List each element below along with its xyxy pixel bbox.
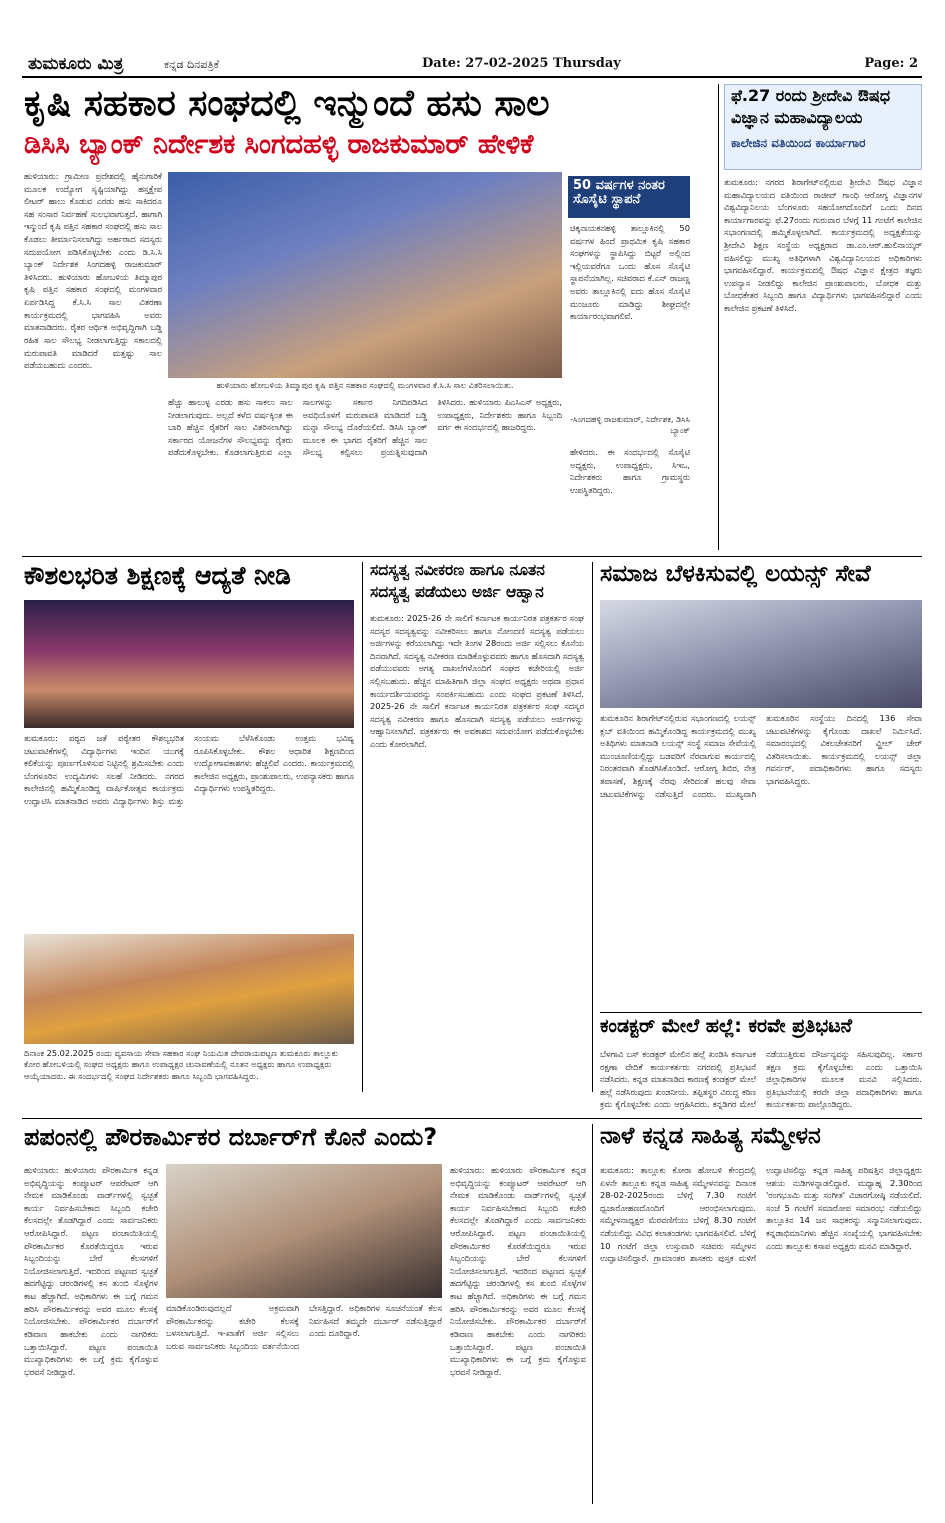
- column-divider-2: [362, 562, 363, 1092]
- cooperative-photo: [24, 934, 354, 1044]
- lions-divider: [600, 1012, 922, 1013]
- lead-left-column: ಹುಳಿಯಾರು: ಗ್ರಾಮೀಣ ಪ್ರದೇಶದಲ್ಲಿ ಹೈನುಗಾರಿಕೆ ಮೂಲಕ ಉದ್ಯೋಗ ಸೃಷ್ಟಿಯಾಗಿದ್ದು ಹಸ್ತಕ್ಷೇಪ ಲೀಟರ್ ಹಾಲು ಕೊಡುವ ಎರಡು ಹಸು ಸಾಕಿದರೂ ಸಹ ಸಂಸಾರ ನಿರ್ವಹಣೆ ಸುಲಭವಾಗುತ್ತದೆ. ಹಾಗಾಗಿ ಇನ್ಮುಂದೆ ಕೃಷಿ ಪತ್ತಿನ ಸಹಕಾರ ಸಂಘದಲ್ಲಿ ಹಸು ಸಾಲ ಕೊಡಲು ತೀರ್ಮಾನಿಸಲಾಗಿದ್ದು ಅರ್ಹರಾದ ಸದಸ್ಯರು ಸದುಪಯೋಗ ಪಡಿಸಿಕೊಳ್ಳಬೇಕು ಎಂದು ಡಿ.ಸಿ.ಸಿ ಬ್ಯಾಂಕ್ ನಿರ್ದೇಶಕ ಸಿಂಗದಹಳ್ಳಿ ರಾಜಕುಮಾರ್ ತಿಳಿಸಿದರು. ಹುಳಿಯಾರು ಹೋಬಳಿಯ ತಿಮ್ಮಾಪುರ ಕೃಷಿ ಪತ್ತಿನ ಸಹಕಾರ ಸಂಘದಲ್ಲಿ ಮಂಗಳವಾರ ಏರ್ಪಡಿಸಿದ್ದ ಕೆ.ಸಿ.ಸಿ ಸಾಲ ವಿತರಣಾ ಕಾರ್ಯಕ್ರಮದಲ್ಲಿ ಭಾಗವಹಿಸಿ ಅವರು ಮಾತನಾಡಿದರು. ರೈತರ ಆರ್ಥಿಕ ಅಭಿವೃದ್ಧಿಗಾಗಿ ಬಡ್ಡಿ ರಹಿತ ಸಾಲ ಸೌಲಭ್ಯ ನೀಡಲಾಗುತ್ತಿದ್ದು ಸಕಾಲದಲ್ಲಿ ಮರುಪಾವತಿ ಮಾಡಿದರೆ ಮತ್ತಷ್ಟು ಸಾಲ ಪಡೆಯಬಹುದು ಎಂದರು.: [24, 171, 162, 371]
- issue-date: Date: 27-02-2025 Thursday: [422, 56, 621, 71]
- sidebar-more: ಹೇಳಿದರು. ಈ ಸಂದರ್ಭದಲ್ಲಿ ಸೊಸೈಟಿ ಅಧ್ಯಕ್ಷರು, ಉಪಾಧ್ಯಕ್ಷರು, ಸಿಇಒ, ನಿರ್ದೇಶಕರು ಹಾಗೂ ಗ್ರಾಮಸ್ಥರು ಉಪಸ್ಥಿತರಿದ್ದರು.: [570, 447, 690, 495]
- column-divider: [718, 84, 719, 550]
- cooperative-photo-caption: ದಿನಾಂಕ 25.02.2025 ರಂದು ವ್ಯವಸಾಯ ಸೇವಾ ಸಹಕಾರ ಸಂಘ ನಿಯಮಿತ ದೇವರಾಯಪಟ್ಟಣ ತುಮಕೂರು ತಾಲ್ಲೂಕು ಕೋರ ಹೋಬಳಿಯಲ್ಲಿ ಸಂಘದ ಅಧ್ಯಕ್ಷರು ಹಾಗೂ ಉಪಾಧ್ಯಕ್ಷರ ಚುನಾವಣೆಯಲ್ಲಿ ನೂತನ ಅಧ್ಯಕ್ಷರು ಹಾಗೂ ಉಪಾಧ್ಯಕ್ಷರು ಆಯ್ಕೆಯಾದರು. ಈ ಸಂದರ್ಭದಲ್ಲಿ ಸಂಘದ ನಿರ್ದೇಶಕರು ಹಾಗೂ ಸಿಬ್ಬಂದಿ ಭಾಗವಹಿಸಿದ್ದರು.: [24, 1048, 338, 1081]
- row-divider-2: [22, 1118, 922, 1119]
- membership-headline-line2: ಸದಸ್ಯತ್ವ ಪಡೆಯಲು ಅರ್ಜಿ ಆಹ್ವಾನ: [370, 584, 544, 601]
- membership-body: ತುಮಕೂರು: 2025-26 ನೇ ಸಾಲಿಗೆ ಕರ್ನಾಟಕ ಕಾರ್ಯನಿರತ ಪತ್ರಕರ್ತರ ಸಂಘ ಸದಸ್ಯರ ಸದಸ್ಯತ್ವವನ್ನು ನವೀಕರಿಸಲು ಹಾಗೂ ನೋಂದಣಿ ಸದಸ್ಯತ್ವ ಪಡೆಯಲು ಅರ್ಜಿಗಳನ್ನು ಕರೆಯಲಾಗಿದ್ದು ಇದೇ ತಿಂಗಳ 28ರಂದು ಅರ್ಜಿ ಸಲ್ಲಿಸಲು ಕೊನೆಯ ದಿನವಾಗಿದೆ. ಸದಸ್ಯತ್ವ ನವೀಕರಣ ಮಾಡಿಕೊಳ್ಳುವವರು ಹಾಗೂ ಹೊಸದಾಗಿ ಸದಸ್ಯತ್ವ ಪಡೆಯುವವರು ಅಗತ್ಯ ದಾಖಲೆಗಳೊಂದಿಗೆ ಸಂಘದ ಕಚೇರಿಯಲ್ಲಿ ಅರ್ಜಿ ಸಲ್ಲಿಸಬಹುದು. ಹೆಚ್ಚಿನ ಮಾಹಿತಿಗಾಗಿ ಜಿಲ್ಲಾ ಸಂಘದ ಅಧ್ಯಕ್ಷರು ಅಥವಾ ಪ್ರಧಾನ ಕಾರ್ಯದರ್ಶಿಯವರನ್ನು ಸಂಪರ್ಕಿಸಬಹುದು ಎಂದು ಸಂಘದ ಪ್ರಕಟಣೆ ತಿಳಿಸಿದೆ. 2025-26 ನೇ ಸಾಲಿಗೆ ಕರ್ನಾಟಕ ಕಾರ್ಯನಿರತ ಪತ್ರಕರ್ತರ ಸಂಘ ಸದಸ್ಯರ ಸದಸ್ಯತ್ವ ನವೀಕರಣ ಹಾಗೂ ಹೊಸದಾಗಿ ಸದಸ್ಯತ್ವ ಪಡೆಯಲು ಅರ್ಜಿಗಳನ್ನು ಆಹ್ವಾನಿಸಲಾಗಿದೆ. ಪತ್ರಕರ್ತರು ಈ ಅವಕಾಶದ ಸದುಪಯೋಗ ಪಡೆದುಕೊಳ್ಳಬೇಕು ಎಂದು ಕೋರಲಾಗಿದೆ.: [370, 613, 584, 750]
- pourakarmika-photo: [166, 1164, 442, 1298]
- conductor-body: ಬೆಳಗಾವಿ ಬಸ್ ಕಂಡಕ್ಟರ್ ಮೇಲಿನ ಹಲ್ಲೆ ಖಂಡಿಸಿ ಕರ್ನಾಟಕ ರಕ್ಷಣಾ ವೇದಿಕೆ ಕಾರ್ಯಕರ್ತರು ನಗರದಲ್ಲಿ ಪ್ರತಿಭಟನೆ ನಡೆಸಿದರು. ಕನ್ನಡ ಮಾತನಾಡಿದ ಕಾರಣಕ್ಕೆ ಕಂಡಕ್ಟರ್ ಮೇಲೆ ಹಲ್ಲೆ ನಡೆಸಿರುವುದು ಖಂಡನೀಯ. ತಪ್ಪಿತಸ್ಥರ ವಿರುದ್ಧ ಕಠಿಣ ಕ್ರಮ ಕೈಗೊಳ್ಳಬೇಕು ಎಂದು ಆಗ್ರಹಿಸಿದರು. ಕನ್ನಡಿಗರ ಮೇಲೆ ನಡೆಯುತ್ತಿರುವ ದೌರ್ಜನ್ಯವನ್ನು ಸಹಿಸುವುದಿಲ್ಲ. ಸರ್ಕಾರ ತಕ್ಷಣ ಕ್ರಮ ಕೈಗೊಳ್ಳಬೇಕು ಎಂದು ಒತ್ತಾಯಿಸಿ ಜಿಲ್ಲಾಧಿಕಾರಿಗಳ ಮೂಲಕ ಮನವಿ ಸಲ್ಲಿಸಿದರು. ಪ್ರತಿಭಟನೆಯಲ್ಲಿ ಕರವೇ ಜಿಲ್ಲಾ ಪದಾಧಿಕಾರಿಗಳು ಹಾಗೂ ಕಾರ್ಯಕರ್ತರು ಪಾಲ್ಗೊಂಡಿದ್ದರು.: [600, 1049, 922, 1110]
- lions-body: ತುಮಕೂರಿನ ಶಿರಾಗೇಟ್‌ನಲ್ಲಿರುವ ಸಭಾಂಗಣದಲ್ಲಿ ಲಯನ್ಸ್ ಕ್ಲಬ್ ವತಿಯಿಂದ ಹಮ್ಮಿಕೊಂಡಿದ್ದ ಕಾರ್ಯಕ್ರಮದಲ್ಲಿ ಮುಖ್ಯ ಅತಿಥಿಗಳು ಮಾತನಾಡಿ ಲಯನ್ಸ್ ಸಂಸ್ಥೆ ಸಮಾಜ ಸೇವೆಯಲ್ಲಿ ಮುಂಚೂಣಿಯಲ್ಲಿದ್ದು ಬಡವರಿಗೆ ನೆರವಾಗುವ ಕಾರ್ಯದಲ್ಲಿ ನಿರಂತರವಾಗಿ ತೊಡಗಿಸಿಕೊಂಡಿದೆ. ಆರೋಗ್ಯ ಶಿಬಿರ, ನೇತ್ರ ತಪಾಸಣೆ, ಶಿಕ್ಷಣಕ್ಕೆ ನೆರವು ಸೇರಿದಂತೆ ಹಲವು ಸೇವಾ ಚಟುವಟಿಕೆಗಳನ್ನು ನಡೆಸುತ್ತಿದೆ ಎಂದರು. ಮುಖ್ಯವಾಗಿ ತುಮಕೂರಿನ ಸಂಸ್ಥೆಯು ದಿನದಲ್ಲಿ 136 ಸೇವಾ ಚಟುವಟಿಕೆಗಳನ್ನು ಕೈಗೊಂಡು ದಾಖಲೆ ನಿರ್ಮಿಸಿದೆ. ಸಮಾರಂಭದಲ್ಲಿ ವಿಕಲಚೇತನರಿಗೆ ವ್ಹೀಲ್ ಚೇರ್ ವಿತರಿಸಲಾಯಿತು. ಕಾರ್ಯಕ್ರಮದಲ್ಲಿ ಲಯನ್ಸ್ ಜಿಲ್ಲಾ ಗವರ್ನರ್, ಪದಾಧಿಕಾರಿಗಳು ಹಾಗೂ ಸದಸ್ಯರು ಭಾಗವಹಿಸಿದ್ದರು.: [600, 713, 922, 799]
- row-divider-1: [22, 556, 922, 557]
- membership-headline-line1: ಸದಸ್ಯತ್ವ ನವೀಕರಣ ಹಾಗೂ ನೂತನ: [370, 562, 545, 579]
- right-top-subheadline: ಕಾಲೇಜಿನ ವತಿಯಿಂದ ಕಾರ್ಯಾಗಾರ: [731, 136, 866, 150]
- sidebar-body: ಚಿಕ್ಕನಾಯಕನಹಳ್ಳಿ ತಾಲ್ಲೂಕಿನಲ್ಲಿ 50 ವರ್ಷಗಳ ಹಿಂದೆ ಪ್ರಾಥಮಿಕ ಕೃಷಿ ಸಹಕಾರ ಸಂಘಗಳನ್ನು ಸ್ಥಾಪಿಸಿದ್ದು ಬಿಟ್ಟರೆ ಅಲ್ಲಿಂದ ಇಲ್ಲಿಯವರೆಗೂ ಒಂದು ಹೊಸ ಸೊಸೈಟಿ ಸ್ಥಾಪನೆಯಾಗಿಲ್ಲ. ಸಚಿವರಾದ ಕೆ.ಎನ್ ರಾಜಣ್ಣ ಅವರು ತಾಲ್ಲೂಕಿನಲ್ಲಿ ಐದು ಹೊಸ ಸೊಸೈಟಿ ಮಂಜೂರು ಮಾಡಿದ್ದು ಶೀಘ್ರದಲ್ಲೇ ಕಾರ್ಯಾರಂಭವಾಗಲಿವೆ.: [570, 223, 690, 322]
- right-top-header-box: [724, 84, 922, 170]
- lions-headline: ಸಮಾಜ ಬೆಳಕಿಸುವಲ್ಲಿ ಲಯನ್ಸ್ ಸೇವೆ: [600, 562, 871, 587]
- pourakarmika-headline: ಪಪಂನಲ್ಲಿ ಪೌರಕಾರ್ಮಿಕರ ದರ್ಬಾರ್‌ಗೆ ಕೊನೆ ಎಂದು?: [24, 1124, 438, 1151]
- pourakarmika-photo-text: ಮಾಡಿಕೊಂಡಿರುವುದಲ್ಲದೆ ಅಕ್ರಮವಾಗಿ ಪೌರಕಾರ್ಮಿಕರನ್ನು ಕಚೇರಿ ಕೆಲಸಕ್ಕೆ ಬಳಸಲಾಗುತ್ತಿದೆ. ಇ-ಖಾತೆಗೆ ಅರ್ಜಿ ಸಲ್ಲಿಸಲು ಬರುವ ಸಾರ್ವಜನಿಕರು ಸಿಬ್ಬಂದಿಯ ವರ್ತನೆಯಿಂದ ಬೇಸತ್ತಿದ್ದಾರೆ. ಅಧಿಕಾರಿಗಳ ಸೂಚನೆಯಂತೆ ಕೆಲಸ ನಿರ್ವಹಿಸದೆ ತಮ್ಮದೇ ದರ್ಬಾರ್ ನಡೆಸುತ್ತಿದ್ದಾರೆ ಎಂದು ದೂರಿದ್ದಾರೆ.: [166, 1303, 442, 1351]
- right-top-headline-line2: ವಿಜ್ಞಾನ ಮಹಾವಿದ್ಯಾಲಯ: [731, 108, 863, 127]
- skill-body: ತುಮಕೂರು: ಪಠ್ಯದ ಜತೆ ಪಠ್ಯೇತರ ಕೌಶಲ್ಯಭರಿತ ಚಟುವಟಿಕೆಗಳಲ್ಲಿ ವಿದ್ಯಾರ್ಥಿಗಳು ಇಂದಿನ ಯುಗಕ್ಕೆ ಕಲಿಕೆಯನ್ನು ಪೂರ್ಣಗೊಳಿಸುವ ನಿಟ್ಟಿನಲ್ಲಿ ಶ್ರಮಿಸಬೇಕು ಎಂದು ಬೆಂಗಳೂರಿನ ಉದ್ಯಮಿಗಳು ಸಲಹೆ ನೀಡಿದರು. ನಗರದ ಕಾಲೇಜಿನಲ್ಲಿ ಹಮ್ಮಿಕೊಂಡಿದ್ದ ವಾರ್ಷಿಕೋತ್ಸವ ಕಾರ್ಯಕ್ರಮ ಉದ್ಘಾಟಿಸಿ ಮಾತನಾಡಿದ ಅವರು ವಿದ್ಯಾರ್ಥಿಗಳು ಶಿಸ್ತು ಮತ್ತು ಸಂಯಮ ಬೆಳೆಸಿಕೊಂಡು ಉತ್ತಮ ಭವಿಷ್ಯ ರೂಪಿಸಿಕೊಳ್ಳಬೇಕು. ಕೌಶಲ ಆಧಾರಿತ ಶಿಕ್ಷಣದಿಂದ ಉದ್ಯೋಗಾವಕಾಶಗಳು ಹೆಚ್ಚಲಿವೆ ಎಂದರು. ಕಾರ್ಯಕ್ರಮದಲ್ಲಿ ಕಾಲೇಜಿನ ಅಧ್ಯಕ್ಷರು, ಪ್ರಾಂಶುಪಾಲರು, ಉಪನ್ಯಾಸಕರು ಹಾಗೂ ವಿದ್ಯಾರ್ಥಿಗಳು ಉಪಸ್ಥಿತರಿದ್ದರು.: [24, 733, 354, 807]
- lead-body-columns: ಹೆಚ್ಚು ಹಾಲುಳ್ಳ ಎರಡು ಹಸು ಸಾಕಲು ಸಾಲ ನೀಡಲಾಗುವುದು. ಅಲ್ಲದೆ ಕಳೆದ ವರ್ಷಕ್ಕಿಂತ ಈ ಬಾರಿ ಹೆಚ್ಚಿನ ರೈತರಿಗೆ ಸಾಲ ವಿತರಿಸಲಾಗಿದ್ದು ಸರ್ಕಾರದ ಯೋಜನೆಗಳ ಸೌಲಭ್ಯವನ್ನು ರೈತರು ಪಡೆದುಕೊಳ್ಳಬೇಕು. ಕೊಡಲಾಗುತ್ತಿರುವ ಎಲ್ಲಾ ಸಾಲಗಳನ್ನು ಸರ್ಕಾರ ನಿಗದಿಪಡಿಸಿದ ಅವಧಿಯೊಳಗೆ ಮರುಪಾವತಿ ಮಾಡಿದರೆ ಬಡ್ಡಿ ಮನ್ನಾ ಸೌಲಭ್ಯ ದೊರೆಯಲಿದೆ. ಡಿಸಿಸಿ ಬ್ಯಾಂಕ್ ಮೂಲಕ ಈ ಭಾಗದ ರೈತರಿಗೆ ಹೆಚ್ಚಿನ ಸಾಲ ಸೌಲಭ್ಯ ಕಲ್ಪಿಸಲು ಪ್ರಯತ್ನಿಸುವುದಾಗಿ ತಿಳಿಸಿದರು. ಹುಳಿಯಾರು ಪಿಎಸಿಎಸ್ ಅಧ್ಯಕ್ಷರು, ಉಪಾಧ್ಯಕ್ಷರು, ನಿರ್ದೇಶಕರು ಹಾಗೂ ಸಿಬ್ಬಂದಿ ವರ್ಗ ಈ ಸಂದರ್ಭದಲ್ಲಿ ಹಾಜರಿದ್ದರು.: [168, 397, 562, 458]
- skill-headline: ಕೌಶಲಭರಿತ ಶಿಕ್ಷಣಕ್ಕೆ ಆದ್ಯತೆ ನೀಡಿ: [24, 562, 291, 590]
- skill-photo: [24, 600, 354, 728]
- lead-photo: [168, 172, 562, 378]
- lead-photo-caption: ಹುಳಿಯಾರು ಹೋಬಳಿಯ ತಿಮ್ಮಾಪುರ ಕೃಷಿ ಪತ್ತಿನ ಸಹಕಾರ ಸಂಘದಲ್ಲಿ ಮಂಗಳವಾರ ಕೆ.ಸಿ.ಸಿ ಸಾಲ ವಿತರಿಸಲಾಯಿತು.: [216, 380, 514, 390]
- column-divider-3: [592, 562, 593, 1092]
- lions-photo: [600, 600, 922, 708]
- masthead: [22, 52, 922, 78]
- sidebar-signature: -ಸಿಂಗದಹಳ್ಳಿ ರಾಜಕುಮಾರ್, ನಿರ್ದೇಶಕ, ಡಿಸಿಸಿ ಬ್ಯಾಂಕ್: [570, 414, 690, 436]
- right-top-headline-line1: ಫೆ.27 ರಂದು ಶ್ರೀದೇವಿ ಔಷಧ: [731, 86, 891, 105]
- column-divider-4: [592, 1124, 593, 1504]
- page-number: Page: 2: [864, 56, 918, 71]
- right-top-body: ತುಮಕೂರು: ನಗರದ ಶಿರಾಗೇಟ್‌ನಲ್ಲಿರುವ ಶ್ರೀದೇವಿ ಔಷಧ ವಿಜ್ಞಾನ ಮಹಾವಿದ್ಯಾಲಯದ ವತಿಯಿಂದ ರಾಜೀವ್ ಗಾಂಧಿ ಆರೋಗ್ಯ ವಿಜ್ಞಾನಗಳ ವಿಶ್ವವಿದ್ಯಾನಿಲಯ ಬೆಂಗಳೂರು ಸಹಯೋಗದೊಂದಿಗೆ ಒಂದು ದಿನದ ಕಾರ್ಯಾಗಾರವನ್ನು ಫೆ.27ರಂದು ಗುರುವಾರ ಬೆಳಗ್ಗೆ 11 ಗಂಟೆಗೆ ಕಾಲೇಜಿನ ಸಭಾಂಗಣದಲ್ಲಿ ಹಮ್ಮಿಕೊಳ್ಳಲಾಗಿದೆ. ಕಾರ್ಯಕ್ರಮದಲ್ಲಿ ಅಧ್ಯಕ್ಷತೆಯನ್ನು ಶ್ರೀದೇವಿ ಶಿಕ್ಷಣ ಸಂಸ್ಥೆಯ ಅಧ್ಯಕ್ಷರಾದ ಡಾ.ಎಂ.ಆರ್.ಹುಲಿನಾಯ್ಕರ್ ವಹಿಸಲಿದ್ದು ಮುಖ್ಯ ಅತಿಥಿಗಳಾಗಿ ವಿಶ್ವವಿದ್ಯಾನಿಲಯದ ಅಧಿಕಾರಿಗಳು ಭಾಗವಹಿಸಲಿದ್ದಾರೆ. ಕಾರ್ಯಕ್ರಮದಲ್ಲಿ ಔಷಧ ವಿಜ್ಞಾನ ಕ್ಷೇತ್ರದ ತಜ್ಞರು ಉಪನ್ಯಾಸ ನೀಡಲಿದ್ದು ಕಾಲೇಜಿನ ಪ್ರಾಂಶುಪಾಲರು, ಬೋಧಕ ಮತ್ತು ಬೋಧಕೇತರ ಸಿಬ್ಬಂದಿ ಹಾಗೂ ವಿದ್ಯಾರ್ಥಿಗಳು ಭಾಗವಹಿಸಲಿದ್ದಾರೆ ಎಂದು ಕಾಲೇಜಿನ ಪ್ರಕಟಣೆ ತಿಳಿಸಿದೆ.: [724, 177, 922, 314]
- sahitya-body: ತುಮಕೂರು: ತಾಲ್ಲೂಕು ಕೋರಾ ಹೋಬಳಿ ಕೇಂದ್ರದಲ್ಲಿ ಏಳನೇ ತಾಲ್ಲೂಕು ಕನ್ನಡ ಸಾಹಿತ್ಯ ಸಮ್ಮೇಳನವನ್ನು ದಿನಾಂಕ 28-02-2025ರಂದು ಬೆಳಿಗ್ಗೆ 7.30 ಗಂಟೆಗೆ ಧ್ವಜಾರೋಹಣದೊಂದಿಗೆ ಆರಂಭಿಸಲಾಗುವುದು. ಸಮ್ಮೇಳನಾಧ್ಯಕ್ಷರ ಮೆರವಣಿಗೆಯು ಬೆಳಿಗ್ಗೆ 8.30 ಗಂಟೆಗೆ ನಡೆಯಲಿದ್ದು ವಿವಿಧ ಕಲಾತಂಡಗಳು ಭಾಗವಹಿಸಲಿವೆ. ಬೆಳಿಗ್ಗೆ 10 ಗಂಟೆಗೆ ಜಿಲ್ಲಾ ಉಸ್ತುವಾರಿ ಸಚಿವರು ಸಮ್ಮೇಳನ ಉದ್ಘಾಟಿಸಲಿದ್ದಾರೆ. ಗ್ರಾಮಾಂತರ ಶಾಸಕರು ಪುಸ್ತಕ ಮಳಿಗೆ ಉದ್ಘಾಟಿಸಲಿದ್ದು ಕನ್ನಡ ಸಾಹಿತ್ಯ ಪರಿಷತ್ತಿನ ಜಿಲ್ಲಾಧ್ಯಕ್ಷರು ಆಶಯ ನುಡಿಗಳನ್ನಾಡಲಿದ್ದಾರೆ. ಮಧ್ಯಾಹ್ನ 2.30ರಿಂದ 'ರಂಗಭೂಮಿ ಮತ್ತು ಸಂಗೀತ' ವಿಚಾರಗೋಷ್ಠಿ ನಡೆಯಲಿದೆ. ಸಂಜೆ 5 ಗಂಟೆಗೆ ಸಮಾರೋಪ ಸಮಾರಂಭ ನಡೆಯಲಿದ್ದು ತಾಲ್ಲೂಕಿನ 14 ಜನ ಸಾಧಕರನ್ನು ಸನ್ಮಾನಿಸಲಾಗುವುದು. ಕನ್ನಡಾಭಿಮಾನಿಗಳು ಹೆಚ್ಚಿನ ಸಂಖ್ಯೆಯಲ್ಲಿ ಭಾಗವಹಿಸಬೇಕು ಎಂದು ತಾಲ್ಲೂಕು ಕಸಾಪ ಅಧ್ಯಕ್ಷರು ಮನವಿ ಮಾಡಿದ್ದಾರೆ.: [600, 1165, 922, 1264]
- sahitya-headline: ನಾಳೆ ಕನ್ನಡ ಸಾಹಿತ್ಯ ಸಮ್ಮೇಳನ: [600, 1124, 821, 1149]
- lead-headline: ಕೃಷಿ ಸಹಕಾರ ಸಂಘದಲ್ಲಿ ಇನ್ಮುಂದೆ ಹಸು ಸಾಲ: [24, 84, 550, 124]
- newspaper-subtitle: ಕನ್ನಡ ದಿನಪತ್ರಿಕೆ: [164, 58, 220, 71]
- lead-subheadline: ಡಿಸಿಸಿ ಬ್ಯಾಂಕ್ ನಿರ್ದೇಶಕ ಸಿಂಗದಹಳ್ಳಿ ರಾಜಕುಮಾರ್ ಹೇಳಿಕೆ: [24, 130, 534, 160]
- conductor-headline: ಕಂಡಕ್ಟರ್ ಮೇಲೆ ಹಲ್ಲೆ: ಕರವೇ ಪ್ರತಿಭಟನೆ: [600, 1016, 852, 1037]
- pourakarmika-right-column: ಹುಳಿಯಾರು: ಹುಳಿಯಾರು ಪೌರಕಾರ್ಮಿಕ ಕನ್ನಡ ಅಭಿವೃದ್ಧಿಯನ್ನು ಕಂಪ್ಯೂಟರ್ ಆಪರೇಟರ್ ಆಗಿ ನೇಮಕ ಮಾಡಿಕೊಂಡು ವಾರ್ಡ್‌ಗಳಲ್ಲಿ ಸ್ವಚ್ಛತೆ ಕಾರ್ಯ ನಿರ್ವಹಿಸಬೇಕಾದ ಸಿಬ್ಬಂದಿ ಕಚೇರಿ ಕೆಲಸದಲ್ಲೇ ತೊಡಗಿದ್ದಾರೆ ಎಂದು ಸಾರ್ವಜನಿಕರು ಆರೋಪಿಸಿದ್ದಾರೆ. ಪಟ್ಟಣ ಪಂಚಾಯಿತಿಯಲ್ಲಿ ಪೌರಕಾರ್ಮಿಕರ ಕೊರತೆಯಿದ್ದರೂ ಇರುವ ಸಿಬ್ಬಂದಿಯನ್ನು ಬೇರೆ ಕೆಲಸಗಳಿಗೆ ನಿಯೋಜಿಸಲಾಗುತ್ತಿದೆ. ಇದರಿಂದ ಪಟ್ಟಣದ ಸ್ವಚ್ಛತೆ ಹದಗೆಟ್ಟಿದ್ದು ಚರಂಡಿಗಳಲ್ಲಿ ಕಸ ತುಂಬಿ ಸೊಳ್ಳೆಗಳ ಕಾಟ ಹೆಚ್ಚಾಗಿದೆ. ಅಧಿಕಾರಿಗಳು ಈ ಬಗ್ಗೆ ಗಮನ ಹರಿಸಿ ಪೌರಕಾರ್ಮಿಕರನ್ನು ಅವರ ಮೂಲ ಕೆಲಸಕ್ಕೆ ನಿಯೋಜಿಸಬೇಕು. ಪೌರಕಾರ್ಮಿಕರ ದರ್ಬಾರ್‌ಗೆ ಕಡಿವಾಣ ಹಾಕಬೇಕು ಎಂದು ನಾಗರಿಕರು ಒತ್ತಾಯಿಸಿದ್ದಾರೆ. ಪಟ್ಟಣ ಪಂಚಾಯಿತಿ ಮುಖ್ಯಾಧಿಕಾರಿಗಳು ಈ ಬಗ್ಗೆ ಕ್ರಮ ಕೈಗೊಳ್ಳುವ ಭರವಸೆ ನೀಡಿದ್ದಾರೆ.: [450, 1165, 586, 1377]
- pourakarmika-left-column: ಹುಳಿಯಾರು: ಹುಳಿಯಾರು ಪೌರಕಾರ್ಮಿಕ ಕನ್ನಡ ಅಭಿವೃದ್ಧಿಯನ್ನು ಕಂಪ್ಯೂಟರ್ ಆಪರೇಟರ್ ಆಗಿ ನೇಮಕ ಮಾಡಿಕೊಂಡು ವಾರ್ಡ್‌ಗಳಲ್ಲಿ ಸ್ವಚ್ಛತೆ ಕಾರ್ಯ ನಿರ್ವಹಿಸಬೇಕಾದ ಸಿಬ್ಬಂದಿ ಕಚೇರಿ ಕೆಲಸದಲ್ಲೇ ತೊಡಗಿದ್ದಾರೆ ಎಂದು ಸಾರ್ವಜನಿಕರು ಆರೋಪಿಸಿದ್ದಾರೆ. ಪಟ್ಟಣ ಪಂಚಾಯಿತಿಯಲ್ಲಿ ಪೌರಕಾರ್ಮಿಕರ ಕೊರತೆಯಿದ್ದರೂ ಇರುವ ಸಿಬ್ಬಂದಿಯನ್ನು ಬೇರೆ ಕೆಲಸಗಳಿಗೆ ನಿಯೋಜಿಸಲಾಗುತ್ತಿದೆ. ಇದರಿಂದ ಪಟ್ಟಣದ ಸ್ವಚ್ಛತೆ ಹದಗೆಟ್ಟಿದ್ದು ಚರಂಡಿಗಳಲ್ಲಿ ಕಸ ತುಂಬಿ ಸೊಳ್ಳೆಗಳ ಕಾಟ ಹೆಚ್ಚಾಗಿದೆ. ಅಧಿಕಾರಿಗಳು ಈ ಬಗ್ಗೆ ಗಮನ ಹರಿಸಿ ಪೌರಕಾರ್ಮಿಕರನ್ನು ಅವರ ಮೂಲ ಕೆಲಸಕ್ಕೆ ನಿಯೋಜಿಸಬೇಕು. ಪೌರಕಾರ್ಮಿಕರ ದರ್ಬಾರ್‌ಗೆ ಕಡಿವಾಣ ಹಾಕಬೇಕು ಎಂದು ನಾಗರಿಕರು ಒತ್ತಾಯಿಸಿದ್ದಾರೆ. ಪಟ್ಟಣ ಪಂಚಾಯಿತಿ ಮುಖ್ಯಾಧಿಕಾರಿಗಳು ಈ ಬಗ್ಗೆ ಕ್ರಮ ಕೈಗೊಳ್ಳುವ ಭರವಸೆ ನೀಡಿದ್ದಾರೆ.: [24, 1165, 158, 1377]
- sidebar-title: 50 ವರ್ಷಗಳ ನಂತರ ಸೊಸೈಟಿ ಸ್ಥಾಪನೆ: [568, 176, 690, 218]
- newspaper-name: ತುಮಕೂರು ಮಿತ್ರ: [28, 54, 124, 74]
